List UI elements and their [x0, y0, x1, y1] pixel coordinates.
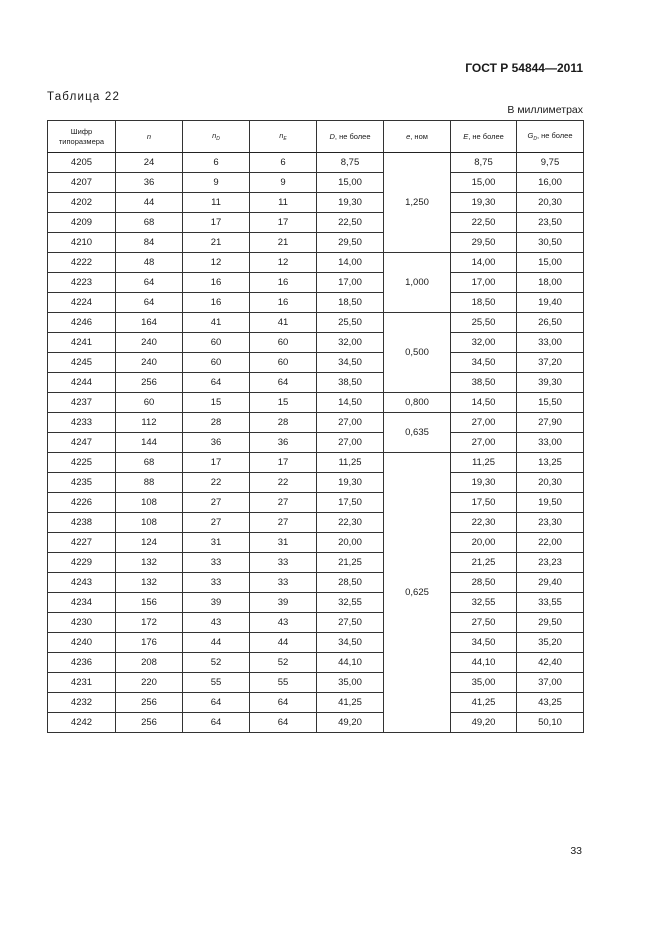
cell-nd: 17	[183, 213, 250, 233]
cell-gd-max: 23,50	[517, 213, 584, 233]
cell-n: 64	[116, 293, 183, 313]
cell-nd: 64	[183, 713, 250, 733]
cell-d-max: 17,00	[317, 273, 384, 293]
cell-ne: 33	[250, 573, 317, 593]
cell-e-max: 15,00	[451, 173, 517, 193]
cell-d-max: 49,20	[317, 713, 384, 733]
cell-d-max: 14,50	[317, 393, 384, 413]
cell-nd: 43	[183, 613, 250, 633]
cell-ne: 39	[250, 593, 317, 613]
table-row	[48, 713, 584, 733]
cell-ne: 21	[250, 233, 317, 253]
col-header-e-upper: E, не более	[451, 121, 517, 153]
cell-e-max: 22,30	[451, 513, 517, 533]
dimensions-table	[47, 120, 584, 733]
table-row	[48, 193, 584, 213]
cell-d-max: 18,50	[317, 293, 384, 313]
table-row	[48, 213, 584, 233]
cell-e-max: 11,25	[451, 453, 517, 473]
table-row	[48, 553, 584, 573]
cell-ne: 44	[250, 633, 317, 653]
cell-e-max: 27,00	[451, 433, 517, 453]
cell-e-max: 49,20	[451, 713, 517, 733]
cell-ne: 15	[250, 393, 317, 413]
cell-n: 176	[116, 633, 183, 653]
table-row	[48, 593, 584, 613]
cell-d-max: 19,30	[317, 473, 384, 493]
cell-ne: 22	[250, 473, 317, 493]
cell-d-max: 11,25	[317, 453, 384, 473]
cell-d-max: 8,75	[317, 153, 384, 173]
cell-ne: 16	[250, 273, 317, 293]
cell-ne: 60	[250, 333, 317, 353]
cell-d-max: 27,00	[317, 413, 384, 433]
cell-code: 4205	[48, 153, 116, 173]
cell-gd-max: 19,50	[517, 493, 584, 513]
cell-gd-max: 20,30	[517, 193, 584, 213]
cell-code: 4233	[48, 413, 116, 433]
cell-gd-max: 27,90	[517, 413, 584, 433]
cell-d-max: 32,00	[317, 333, 384, 353]
cell-d-max: 14,00	[317, 253, 384, 273]
cell-d-max: 38,50	[317, 373, 384, 393]
cell-n: 64	[116, 273, 183, 293]
cell-gd-max: 13,25	[517, 453, 584, 473]
table-row	[48, 473, 584, 493]
cell-n: 132	[116, 553, 183, 573]
table-row	[48, 293, 584, 313]
table-body	[48, 153, 584, 733]
table-row	[48, 333, 584, 353]
cell-ne: 36	[250, 433, 317, 453]
cell-ne: 60	[250, 353, 317, 373]
cell-code: 4225	[48, 453, 116, 473]
cell-d-max: 25,50	[317, 313, 384, 333]
cell-n: 112	[116, 413, 183, 433]
table-row	[48, 233, 584, 253]
cell-gd-max: 33,55	[517, 593, 584, 613]
cell-e-max: 27,50	[451, 613, 517, 633]
cell-e-max: 17,00	[451, 273, 517, 293]
cell-n: 256	[116, 373, 183, 393]
cell-nd: 33	[183, 573, 250, 593]
table-row	[48, 653, 584, 673]
cell-code: 4231	[48, 673, 116, 693]
cell-nd: 60	[183, 333, 250, 353]
cell-d-max: 21,25	[317, 553, 384, 573]
cell-code: 4222	[48, 253, 116, 273]
cell-d-max: 41,25	[317, 693, 384, 713]
cell-gd-max: 50,10	[517, 713, 584, 733]
cell-ne: 6	[250, 153, 317, 173]
cell-n: 256	[116, 713, 183, 733]
cell-code: 4242	[48, 713, 116, 733]
cell-n: 156	[116, 593, 183, 613]
cell-gd-max: 29,40	[517, 573, 584, 593]
cell-gd-max: 33,00	[517, 433, 584, 453]
cell-n: 88	[116, 473, 183, 493]
standard-designation: ГОСТ Р 54844—2011	[465, 61, 583, 75]
cell-n: 132	[116, 573, 183, 593]
cell-e-nominal: 0,500	[384, 313, 451, 393]
cell-nd: 44	[183, 633, 250, 653]
cell-code: 4232	[48, 693, 116, 713]
cell-n: 164	[116, 313, 183, 333]
cell-gd-max: 26,50	[517, 313, 584, 333]
cell-gd-max: 18,00	[517, 273, 584, 293]
cell-nd: 27	[183, 513, 250, 533]
cell-e-max: 35,00	[451, 673, 517, 693]
cell-nd: 16	[183, 273, 250, 293]
cell-code: 4202	[48, 193, 116, 213]
table-row	[48, 573, 584, 593]
table-row	[48, 493, 584, 513]
cell-nd: 12	[183, 253, 250, 273]
cell-e-max: 17,50	[451, 493, 517, 513]
cell-e-max: 28,50	[451, 573, 517, 593]
cell-n: 124	[116, 533, 183, 553]
cell-ne: 31	[250, 533, 317, 553]
cell-e-max: 14,50	[451, 393, 517, 413]
table-row	[48, 673, 584, 693]
cell-n: 208	[116, 653, 183, 673]
cell-e-max: 14,00	[451, 253, 517, 273]
cell-ne: 27	[250, 513, 317, 533]
cell-n: 144	[116, 433, 183, 453]
cell-ne: 17	[250, 453, 317, 473]
cell-e-max: 29,50	[451, 233, 517, 253]
cell-gd-max: 22,00	[517, 533, 584, 553]
cell-ne: 64	[250, 693, 317, 713]
cell-gd-max: 43,25	[517, 693, 584, 713]
cell-d-max: 20,00	[317, 533, 384, 553]
cell-nd: 33	[183, 553, 250, 573]
cell-code: 4241	[48, 333, 116, 353]
cell-e-max: 41,25	[451, 693, 517, 713]
cell-code: 4226	[48, 493, 116, 513]
cell-ne: 12	[250, 253, 317, 273]
cell-code: 4237	[48, 393, 116, 413]
cell-gd-max: 39,30	[517, 373, 584, 393]
cell-gd-max: 20,30	[517, 473, 584, 493]
cell-nd: 16	[183, 293, 250, 313]
cell-e-max: 8,75	[451, 153, 517, 173]
cell-e-nominal: 0,625	[384, 453, 451, 733]
cell-nd: 9	[183, 173, 250, 193]
page-number: 33	[570, 845, 582, 857]
cell-code: 4245	[48, 353, 116, 373]
cell-code: 4244	[48, 373, 116, 393]
cell-n: 36	[116, 173, 183, 193]
cell-d-max: 34,50	[317, 633, 384, 653]
cell-ne: 41	[250, 313, 317, 333]
cell-e-max: 32,00	[451, 333, 517, 353]
cell-d-max: 35,00	[317, 673, 384, 693]
cell-nd: 41	[183, 313, 250, 333]
cell-gd-max: 23,23	[517, 553, 584, 573]
cell-d-max: 15,00	[317, 173, 384, 193]
cell-code: 4235	[48, 473, 116, 493]
col-header-code: Шифр типоразмера	[48, 121, 116, 153]
cell-e-max: 25,50	[451, 313, 517, 333]
cell-d-max: 17,50	[317, 493, 384, 513]
cell-n: 172	[116, 613, 183, 633]
cell-gd-max: 35,20	[517, 633, 584, 653]
cell-d-max: 29,50	[317, 233, 384, 253]
cell-code: 4246	[48, 313, 116, 333]
cell-ne: 64	[250, 713, 317, 733]
cell-d-max: 19,30	[317, 193, 384, 213]
cell-e-max: 19,30	[451, 473, 517, 493]
cell-e-nominal: 0,800	[384, 393, 451, 413]
cell-gd-max: 23,30	[517, 513, 584, 533]
col-header-d: D, не более	[317, 121, 384, 153]
table-row	[48, 613, 584, 633]
cell-gd-max: 37,20	[517, 353, 584, 373]
cell-code: 4227	[48, 533, 116, 553]
cell-ne: 28	[250, 413, 317, 433]
table-caption: Таблица 22	[47, 91, 121, 103]
cell-code: 4234	[48, 593, 116, 613]
cell-code: 4224	[48, 293, 116, 313]
cell-nd: 39	[183, 593, 250, 613]
cell-code: 4243	[48, 573, 116, 593]
cell-n: 24	[116, 153, 183, 173]
cell-nd: 11	[183, 193, 250, 213]
cell-ne: 27	[250, 493, 317, 513]
table-row	[48, 633, 584, 653]
cell-n: 240	[116, 353, 183, 373]
cell-d-max: 44,10	[317, 653, 384, 673]
cell-e-max: 44,10	[451, 653, 517, 673]
cell-n: 108	[116, 493, 183, 513]
table-row	[48, 153, 584, 173]
cell-ne: 64	[250, 373, 317, 393]
cell-d-max: 27,50	[317, 613, 384, 633]
cell-ne: 11	[250, 193, 317, 213]
cell-e-nominal: 0,635	[384, 413, 451, 453]
table-row	[48, 313, 584, 333]
cell-e-nominal: 1,000	[384, 253, 451, 313]
cell-e-max: 34,50	[451, 353, 517, 373]
cell-code: 4207	[48, 173, 116, 193]
cell-nd: 22	[183, 473, 250, 493]
cell-d-max: 34,50	[317, 353, 384, 373]
cell-nd: 27	[183, 493, 250, 513]
cell-gd-max: 15,50	[517, 393, 584, 413]
table-row	[48, 273, 584, 293]
table-row	[48, 693, 584, 713]
cell-nd: 15	[183, 393, 250, 413]
cell-gd-max: 33,00	[517, 333, 584, 353]
cell-code: 4236	[48, 653, 116, 673]
cell-d-max: 28,50	[317, 573, 384, 593]
cell-nd: 52	[183, 653, 250, 673]
cell-d-max: 27,00	[317, 433, 384, 453]
cell-nd: 64	[183, 373, 250, 393]
cell-ne: 9	[250, 173, 317, 193]
cell-gd-max: 29,50	[517, 613, 584, 633]
table-row	[48, 393, 584, 413]
cell-n: 68	[116, 453, 183, 473]
cell-n: 240	[116, 333, 183, 353]
cell-code: 4229	[48, 553, 116, 573]
cell-e-max: 27,00	[451, 413, 517, 433]
cell-e-max: 32,55	[451, 593, 517, 613]
cell-n: 68	[116, 213, 183, 233]
cell-ne: 17	[250, 213, 317, 233]
cell-gd-max: 16,00	[517, 173, 584, 193]
cell-ne: 52	[250, 653, 317, 673]
cell-code: 4230	[48, 613, 116, 633]
table-header-row	[48, 121, 584, 153]
cell-n: 48	[116, 253, 183, 273]
cell-gd-max: 37,00	[517, 673, 584, 693]
col-header-ne: $n_E$	[250, 121, 317, 153]
table-row	[48, 433, 584, 453]
cell-gd-max: 9,75	[517, 153, 584, 173]
table-unit: В миллиметрах	[507, 104, 583, 116]
table-row	[48, 533, 584, 553]
cell-code: 4238	[48, 513, 116, 533]
cell-nd: 55	[183, 673, 250, 693]
cell-e-max: 34,50	[451, 633, 517, 653]
col-header-nd: $n_D$	[183, 121, 250, 153]
cell-nd: 64	[183, 693, 250, 713]
cell-nd: 21	[183, 233, 250, 253]
table-row	[48, 173, 584, 193]
table-row	[48, 253, 584, 273]
cell-e-nominal: 1,250	[384, 153, 451, 253]
cell-nd: 6	[183, 153, 250, 173]
col-header-gd: $G_D$, не более	[517, 121, 584, 153]
cell-e-max: 38,50	[451, 373, 517, 393]
cell-n: 60	[116, 393, 183, 413]
table-row	[48, 453, 584, 473]
cell-e-max: 22,50	[451, 213, 517, 233]
cell-e-max: 19,30	[451, 193, 517, 213]
cell-nd: 17	[183, 453, 250, 473]
cell-d-max: 22,50	[317, 213, 384, 233]
cell-code: 4209	[48, 213, 116, 233]
table-row	[48, 353, 584, 373]
cell-n: 84	[116, 233, 183, 253]
cell-nd: 36	[183, 433, 250, 453]
cell-code: 4210	[48, 233, 116, 253]
cell-ne: 16	[250, 293, 317, 313]
cell-ne: 33	[250, 553, 317, 573]
cell-n: 108	[116, 513, 183, 533]
cell-ne: 43	[250, 613, 317, 633]
cell-nd: 31	[183, 533, 250, 553]
table-row	[48, 513, 584, 533]
cell-d-max: 32,55	[317, 593, 384, 613]
cell-gd-max: 42,40	[517, 653, 584, 673]
cell-e-max: 21,25	[451, 553, 517, 573]
cell-n: 256	[116, 693, 183, 713]
cell-n: 220	[116, 673, 183, 693]
cell-gd-max: 30,50	[517, 233, 584, 253]
cell-e-max: 20,00	[451, 533, 517, 553]
cell-e-max: 18,50	[451, 293, 517, 313]
table-row	[48, 373, 584, 393]
cell-ne: 55	[250, 673, 317, 693]
col-header-e: e, ном	[384, 121, 451, 153]
col-header-n: n	[116, 121, 183, 153]
cell-n: 44	[116, 193, 183, 213]
cell-gd-max: 15,00	[517, 253, 584, 273]
cell-d-max: 22,30	[317, 513, 384, 533]
cell-gd-max: 19,40	[517, 293, 584, 313]
cell-code: 4223	[48, 273, 116, 293]
cell-nd: 28	[183, 413, 250, 433]
cell-code: 4240	[48, 633, 116, 653]
table-row	[48, 413, 584, 433]
cell-code: 4247	[48, 433, 116, 453]
cell-nd: 60	[183, 353, 250, 373]
